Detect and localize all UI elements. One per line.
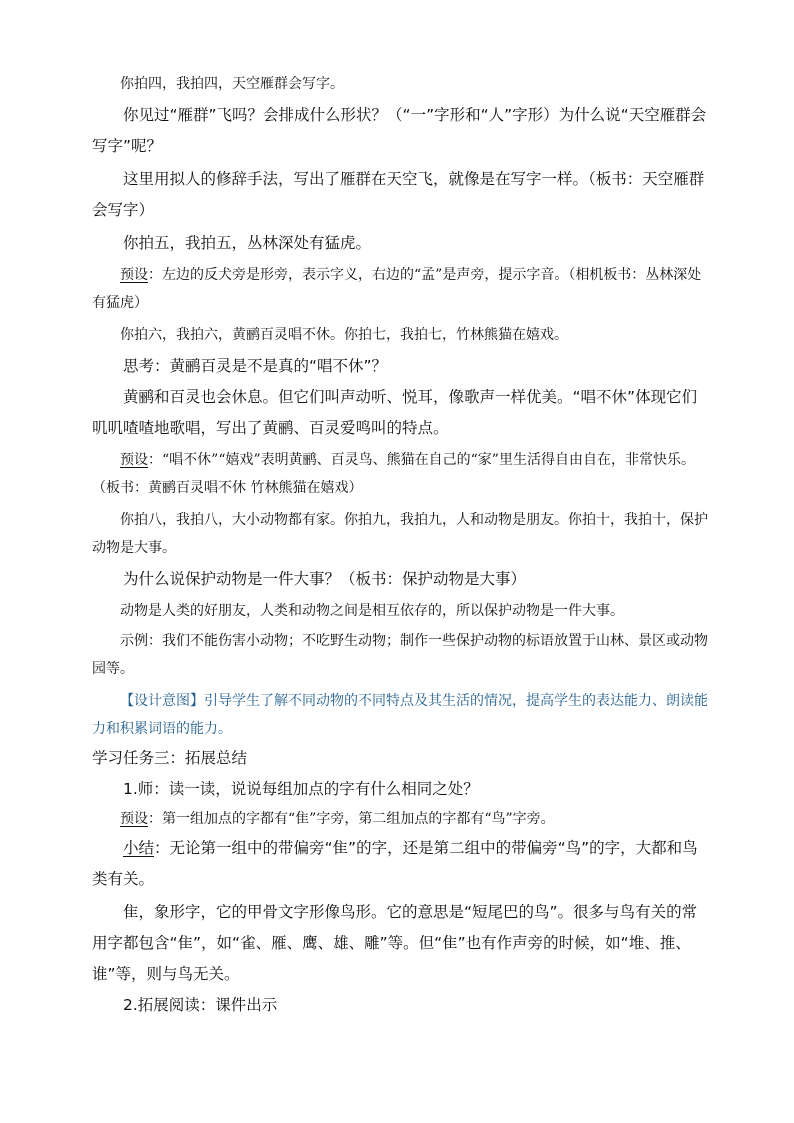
preset-joy-text: ：“唱不休”“嬉戏”表明黄鹂、百灵鸟、熊猫在自己的“家”里生活得自由自在，非常快乐。（板书：黄鹂百灵唱不休 竹林熊猫在嬉戏） <box>92 452 695 496</box>
paragraph-think-question: 思考：黄鹂百灵是不是真的“唱不休”？ <box>123 357 388 375</box>
paragraph-extended-reading: 2.拓展阅读：课件出示 <box>123 996 278 1014</box>
paragraph-zhui-explanation: 隹，象形字，它的甲骨文字形像鸟形。它的意思是“短尾巴的鸟”。很多与鸟有关的常用字都包含“隹”，如“雀、雁、鹰、雄、雕”等。但“隹”也有作声旁的时候，如“堆、推、谁”等，则与鸟无关。 <box>92 903 698 983</box>
preset-label: 预设 <box>120 811 148 827</box>
paragraph-preset-tiger <box>92 261 712 317</box>
paragraph-protect-question: 为什么说保护动物是一件大事？（板书：保护动物是大事） <box>123 570 527 588</box>
paragraph-preset-radicals <box>92 805 712 833</box>
preset-label: 预设 <box>120 452 148 468</box>
summary-label: 小结 <box>123 839 155 857</box>
paragraph-clap-eight-ten: 你拍八，我拍八，大小动物都有家。你拍九，我拍九，人和动物是朋友。你拍十，我拍十，保护动物是大事。 <box>92 512 708 556</box>
paragraph-clap-four: 你拍四，我拍四，天空雁群会写字。 <box>120 76 344 92</box>
preset-label: 预设 <box>120 267 148 283</box>
geese-answer-text: 这里用拟人的修辞手法，写出了雁群在天空飞，就像是在写字一样。（板书：天空雁群会写字） <box>92 170 705 219</box>
paragraph-question-geese: 你见过“雁群”飞吗？会排成什么形状？（“一”字形和“人”字形）为什么说“天空雁群会写字”呢？ <box>92 106 707 155</box>
paragraph-design-intent <box>92 687 712 743</box>
preset-radicals-text: ：第一组加点的字都有“隹”字旁，第二组加点的字都有“鸟”字旁。 <box>148 811 555 827</box>
paragraph-clap-six-seven: 你拍六，我拍六，黄鹂百灵唱不休。你拍七，我拍七，竹林熊猫在嬉戏。 <box>120 327 568 343</box>
section-heading-task-three: 学习任务三：拓展总结 <box>92 749 248 767</box>
paragraph-summary <box>92 833 712 895</box>
design-intent-label: 【设计意图】 <box>120 693 204 709</box>
paragraph-clap-five: 你拍五，我拍五，丛林深处有猛虎。 <box>123 234 372 252</box>
design-intent-text: 引导学生了解不同动物的不同特点及其生活的情况，提高学生的表达能力、朗读能力和积累词语的能力。 <box>92 693 708 737</box>
paragraph-example: 示例：我们不能伤害小动物；不吃野生动物；制作一些保护动物的标语放置于山林、景区或动物园等。 <box>92 633 708 677</box>
paragraph-geese-answer <box>92 164 712 226</box>
preset-tiger-text: ：左边的反犬旁是形旁，表示字义，右边的“孟”是声旁，提示字音。（相机板书：丛林深处有猛虎） <box>92 267 702 311</box>
paragraph-protect-answer: 动物是人类的好朋友，人类和动物之间是相互依存的，所以保护动物是一件大事。 <box>120 603 624 619</box>
paragraph-preset-joy <box>92 446 712 502</box>
paragraph-birds-answer: 黄鹂和百灵也会休息。但它们叫声动听、悦耳，像歌声一样优美。“唱不休”体现它们叽叽喳喳地歌唱，写出了黄鹂、百灵爱鸣叫的特点。 <box>92 388 698 437</box>
document-page <box>92 70 712 1021</box>
paragraph-task-one: 1.师：读一读，说说每组加点的字有什么相同之处？ <box>123 780 479 798</box>
summary-text: ：无论第一组中的带偏旁“隹”的字，还是第二组中的带偏旁“鸟”的字，大都和鸟类有关。 <box>92 839 698 888</box>
